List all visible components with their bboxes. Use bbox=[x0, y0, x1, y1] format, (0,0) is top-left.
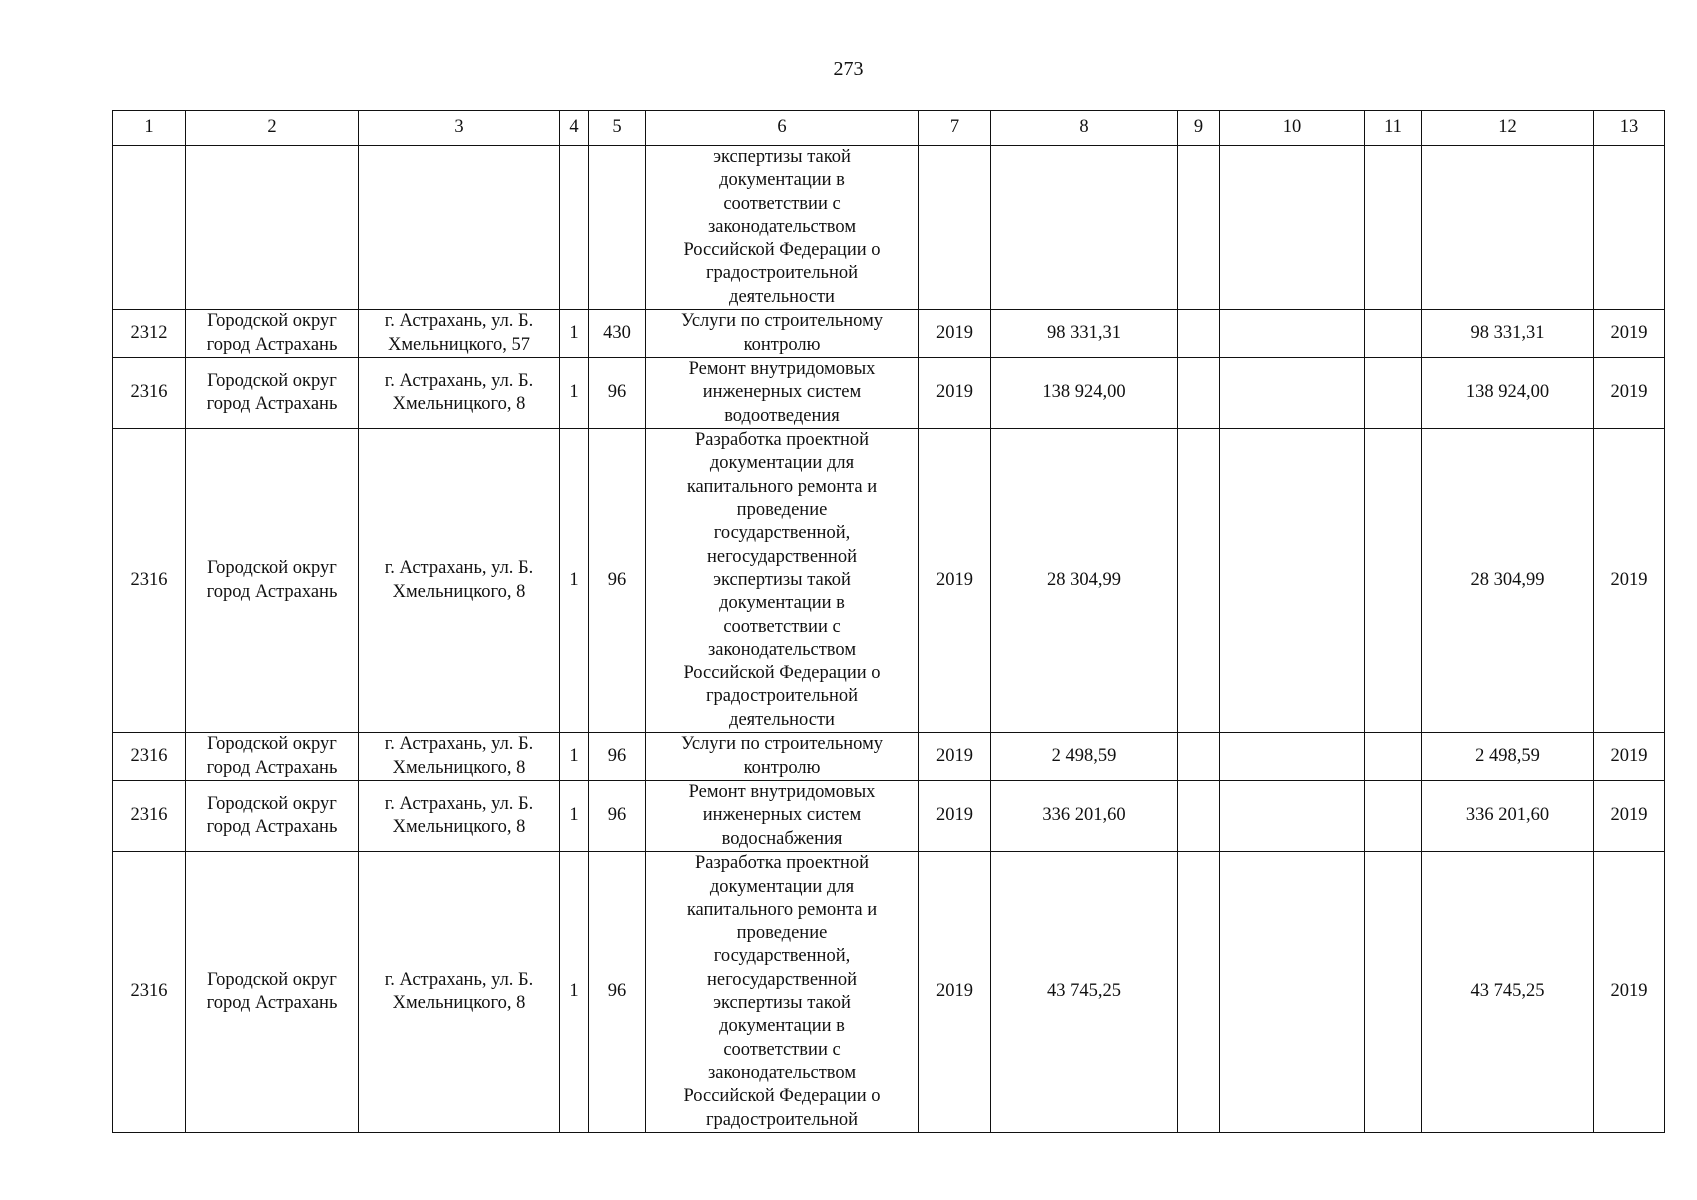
cost-cell bbox=[991, 146, 1178, 310]
cost-cell: 2 498,59 bbox=[991, 733, 1178, 781]
total-cell bbox=[1422, 146, 1594, 310]
total-cell: 336 201,60 bbox=[1422, 781, 1594, 852]
municipality-cell: Городской округ город Астрахань bbox=[186, 310, 359, 358]
year-end-cell bbox=[1594, 146, 1665, 310]
address-cell: г. Астрахань, ул. Б. Хмельницкого, 8 bbox=[359, 358, 560, 429]
col-5-cell: 430 bbox=[589, 310, 646, 358]
col-9-cell bbox=[1178, 310, 1220, 358]
year-cell: 2019 bbox=[919, 852, 991, 1133]
municipality-cell: Городской округ город Астрахань bbox=[186, 733, 359, 781]
cost-cell: 43 745,25 bbox=[991, 852, 1178, 1133]
col-11-cell bbox=[1365, 781, 1422, 852]
row-number-cell: 2316 bbox=[113, 429, 186, 733]
column-header-12: 12 bbox=[1422, 111, 1594, 146]
year-end-cell: 2019 bbox=[1594, 733, 1665, 781]
address-cell: г. Астрахань, ул. Б. Хмельницкого, 8 bbox=[359, 781, 560, 852]
column-header-9: 9 bbox=[1178, 111, 1220, 146]
column-header-6: 6 bbox=[646, 111, 919, 146]
table-row bbox=[113, 310, 1665, 358]
col-10-cell bbox=[1220, 429, 1365, 733]
col-5-cell: 96 bbox=[589, 429, 646, 733]
col-5-cell: 96 bbox=[589, 358, 646, 429]
work-type-cell: Услуги по строительному контролю bbox=[646, 310, 919, 358]
row-number-cell: 2316 bbox=[113, 781, 186, 852]
work-type-cell: Разработка проектной документации для капитального ремонта и проведение государственной, негосударственной экспертизы такой документации в соответствии с законодательством Российской Федерации о градостроительной деятельности bbox=[646, 429, 919, 733]
col-4-cell: 1 bbox=[560, 429, 589, 733]
address-cell: г. Астрахань, ул. Б. Хмельницкого, 57 bbox=[359, 310, 560, 358]
table-row bbox=[113, 429, 1665, 733]
municipality-cell: Городской округ город Астрахань bbox=[186, 781, 359, 852]
col-10-cell bbox=[1220, 146, 1365, 310]
col-10-cell bbox=[1220, 852, 1365, 1133]
municipality-cell: Городской округ город Астрахань bbox=[186, 429, 359, 733]
municipality-cell: Городской округ город Астрахань bbox=[186, 358, 359, 429]
column-header-4: 4 bbox=[560, 111, 589, 146]
work-type-cell: Услуги по строительному контролю bbox=[646, 733, 919, 781]
cost-cell: 98 331,31 bbox=[991, 310, 1178, 358]
work-type-cell: Разработка проектной документации для капитального ремонта и проведение государственной, негосударственной экспертизы такой документации в соответствии с законодательством Российской Федерации о градостроительной bbox=[646, 852, 919, 1133]
col-11-cell bbox=[1365, 852, 1422, 1133]
col-11-cell bbox=[1365, 358, 1422, 429]
col-9-cell bbox=[1178, 733, 1220, 781]
year-cell: 2019 bbox=[919, 310, 991, 358]
cost-cell: 138 924,00 bbox=[991, 358, 1178, 429]
col-4-cell: 1 bbox=[560, 733, 589, 781]
header-row bbox=[113, 111, 1665, 146]
column-header-3: 3 bbox=[359, 111, 560, 146]
municipality-cell: Городской округ город Астрахань bbox=[186, 852, 359, 1133]
col-5-cell: 96 bbox=[589, 852, 646, 1133]
registry-table bbox=[112, 110, 1665, 1133]
col-9-cell bbox=[1178, 781, 1220, 852]
year-end-cell: 2019 bbox=[1594, 358, 1665, 429]
work-type-cell: Ремонт внутридомовых инженерных систем водоотведения bbox=[646, 358, 919, 429]
table-row bbox=[113, 852, 1665, 1133]
year-cell bbox=[919, 146, 991, 310]
col-11-cell bbox=[1365, 146, 1422, 310]
col-10-cell bbox=[1220, 310, 1365, 358]
year-end-cell: 2019 bbox=[1594, 429, 1665, 733]
total-cell: 28 304,99 bbox=[1422, 429, 1594, 733]
col-9-cell bbox=[1178, 358, 1220, 429]
col-4-cell: 1 bbox=[560, 781, 589, 852]
table-row bbox=[113, 781, 1665, 852]
row-number-cell: 2316 bbox=[113, 358, 186, 429]
column-header-10: 10 bbox=[1220, 111, 1365, 146]
table-row bbox=[113, 358, 1665, 429]
address-cell: г. Астрахань, ул. Б. Хмельницкого, 8 bbox=[359, 733, 560, 781]
row-number-cell: 2316 bbox=[113, 733, 186, 781]
year-cell: 2019 bbox=[919, 781, 991, 852]
year-cell: 2019 bbox=[919, 429, 991, 733]
address-cell: г. Астрахань, ул. Б. Хмельницкого, 8 bbox=[359, 429, 560, 733]
column-header-5: 5 bbox=[589, 111, 646, 146]
col-9-cell bbox=[1178, 852, 1220, 1133]
row-number-cell bbox=[113, 146, 186, 310]
column-header-7: 7 bbox=[919, 111, 991, 146]
total-cell: 2 498,59 bbox=[1422, 733, 1594, 781]
col-5-cell bbox=[589, 146, 646, 310]
column-header-2: 2 bbox=[186, 111, 359, 146]
table-row bbox=[113, 733, 1665, 781]
column-header-11: 11 bbox=[1365, 111, 1422, 146]
col-5-cell: 96 bbox=[589, 781, 646, 852]
table-row bbox=[113, 146, 1665, 310]
col-4-cell bbox=[560, 146, 589, 310]
municipality-cell bbox=[186, 146, 359, 310]
address-cell bbox=[359, 146, 560, 310]
col-9-cell bbox=[1178, 146, 1220, 310]
col-10-cell bbox=[1220, 358, 1365, 429]
address-cell: г. Астрахань, ул. Б. Хмельницкого, 8 bbox=[359, 852, 560, 1133]
col-4-cell: 1 bbox=[560, 310, 589, 358]
col-10-cell bbox=[1220, 781, 1365, 852]
cost-cell: 28 304,99 bbox=[991, 429, 1178, 733]
year-end-cell: 2019 bbox=[1594, 781, 1665, 852]
page-number: 273 bbox=[833, 58, 864, 80]
year-cell: 2019 bbox=[919, 733, 991, 781]
column-header-1: 1 bbox=[113, 111, 186, 146]
row-number-cell: 2316 bbox=[113, 852, 186, 1133]
total-cell: 43 745,25 bbox=[1422, 852, 1594, 1133]
col-4-cell: 1 bbox=[560, 358, 589, 429]
work-type-cell: экспертизы такой документации в соответствии с законодательством Российской Федерации о градостроительной деятельности bbox=[646, 146, 919, 310]
column-header-8: 8 bbox=[991, 111, 1178, 146]
col-11-cell bbox=[1365, 429, 1422, 733]
col-10-cell bbox=[1220, 733, 1365, 781]
year-end-cell: 2019 bbox=[1594, 310, 1665, 358]
col-9-cell bbox=[1178, 429, 1220, 733]
column-header-13: 13 bbox=[1594, 111, 1665, 146]
work-type-cell: Ремонт внутридомовых инженерных систем водоснабжения bbox=[646, 781, 919, 852]
total-cell: 138 924,00 bbox=[1422, 358, 1594, 429]
year-cell: 2019 bbox=[919, 358, 991, 429]
col-4-cell: 1 bbox=[560, 852, 589, 1133]
year-end-cell: 2019 bbox=[1594, 852, 1665, 1133]
cost-cell: 336 201,60 bbox=[991, 781, 1178, 852]
total-cell: 98 331,31 bbox=[1422, 310, 1594, 358]
col-5-cell: 96 bbox=[589, 733, 646, 781]
row-number-cell: 2312 bbox=[113, 310, 186, 358]
col-11-cell bbox=[1365, 310, 1422, 358]
col-11-cell bbox=[1365, 733, 1422, 781]
